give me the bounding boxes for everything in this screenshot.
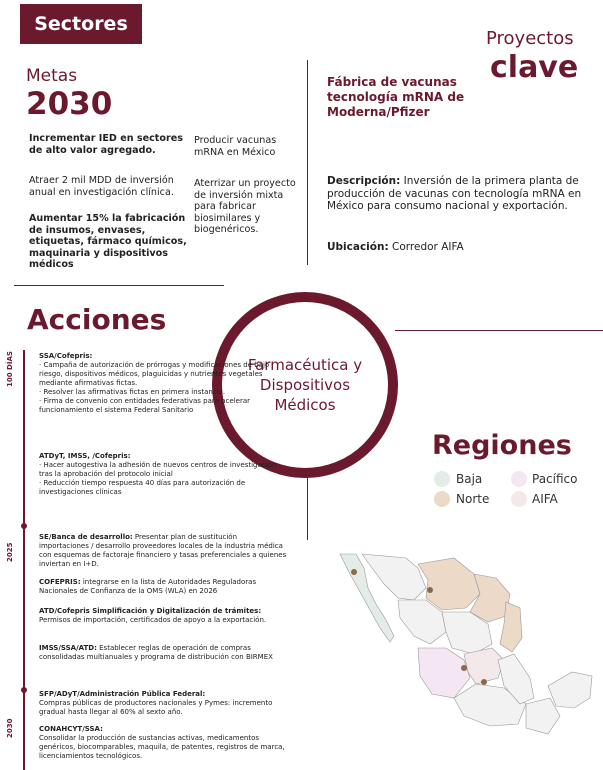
action-item: COFEPRIS: integrarse en la lista de Autoridades Reguladoras Nacionales de Confianza de la OMS (WLA) en 2026	[39, 578, 257, 595]
project-description	[327, 175, 582, 213]
desc-text: Inversión de la primera planta de producción de vacunas con tecnología mRNA en México para consumo nacional y exportación.	[327, 175, 582, 212]
mexico-map	[334, 548, 596, 758]
project-location	[327, 241, 582, 254]
desc-label: Descripción:	[327, 175, 401, 187]
goal-vacunas: Producir vacunas mRNA en México	[194, 135, 277, 158]
metas-label: Metas	[26, 66, 78, 86]
action-item: ATDyT, IMSS, /Cofepris: · Hacer autogestiva la adhesión de nuevos centros de investigación tras la aprobación del protocolo inicial · Reducción tiempo respuesta 40 días para autorización de investigaciones clínicas	[39, 452, 277, 496]
map-pin	[427, 587, 433, 593]
proyectos-label: Proyectos	[486, 28, 574, 49]
ubic-label: Ubicación:	[327, 241, 389, 253]
legend-dot-aifa	[511, 491, 527, 507]
timeline-label-2025: 2025	[6, 542, 14, 562]
proyectos-clave-label: clave	[490, 50, 579, 85]
timeline-dot	[21, 523, 27, 529]
center-title: Farmacéutica y Dispositivos Médicos	[247, 356, 363, 414]
divider-vertical-top	[307, 60, 308, 265]
goal-biosimilares: Aterrizar un proyecto de inversión mixta para fabricar biosimilares y biogenéricos.	[194, 178, 296, 235]
goal-ied: Incrementar IED en sectores de alto valor agregado.	[29, 133, 183, 156]
legend-label-norte: Norte	[456, 492, 490, 506]
timeline-line	[23, 350, 25, 770]
regiones-title: Regiones	[432, 430, 572, 461]
divider-horizontal-right	[395, 330, 603, 331]
legend-dot-norte	[434, 491, 450, 507]
action-item: SSA/Cofepris: · Campaña de autorización de prórrogas y modificaciones de bajo riesgo, dispositivos médicos, plaguicidas y nutrientes vegetales mediante afirmativas fictas. · Resolver las afirmativas fictas en primera instancia. · Firma de convenio con entidades federativas para acelerar funcionamiento el sistema Federal Sanitario	[39, 352, 270, 414]
sectores-tab: Sectores	[20, 4, 142, 44]
action-item: CONAHCYT/SSA: Consolidar la producción de sustancias activas, medicamentos genéricos, biocomparables, maquila, de patentes, registros de marca, licenciamientos tecnológicos.	[39, 725, 285, 760]
goal-investigacion: Atraer 2 mil MDD de inversión anual en investigación clínica.	[29, 175, 174, 198]
legend-dot-pacifico	[511, 471, 527, 487]
divider-horizontal-left	[14, 285, 224, 286]
acciones-title: Acciones	[27, 303, 167, 336]
legend-label-pacifico: Pacífico	[532, 472, 578, 486]
map-pin	[461, 665, 467, 671]
goal-fabricacion: Aumentar 15% la fabricación de insumos, envases, etiquetas, fármaco químicos, maquinaria y dispositivos médicos	[29, 213, 187, 270]
metas-year: 2030	[26, 86, 113, 122]
timeline-dot	[21, 687, 27, 693]
action-item: SFP/ADyT/Administración Pública Federal: Compras públicas de productores nacionales y Pymes: incremento gradual hasta llegar al 60% al sexto año.	[39, 690, 273, 716]
timeline-label-2030: 2030	[6, 718, 14, 738]
action-item: ATD/Cofepris Simplificación y Digitalización de trámites: Permisos de importación, certificados de apoyo a la exportación.	[39, 607, 267, 624]
timeline-label-100-dias: 100 DÍAS	[6, 351, 14, 387]
legend-dot-baja	[434, 471, 450, 487]
legend-label-aifa: AIFA	[532, 492, 558, 506]
action-item: SE/Banca de desarrollo: Presentar plan de sustitución importaciones / desarrollo proveedores locales de la industria médica con esquemas de factoraje financiero y tasas preferenciales a quienes inviertan en I+D.	[39, 533, 287, 568]
divider-vertical-bottom	[307, 470, 308, 540]
legend-label-baja: Baja	[456, 472, 483, 486]
action-item: IMSS/SSA/ATD: Establecer reglas de operación de compras consolidadas multianuales y programa de distribución con BIRMEX	[39, 644, 273, 661]
map-pin	[351, 569, 357, 575]
ubic-text: Corredor AIFA	[392, 241, 464, 253]
project-title: Fábrica de vacunas tecnología mRNA de Moderna/Pfizer	[327, 75, 465, 119]
map-pin	[481, 679, 487, 685]
